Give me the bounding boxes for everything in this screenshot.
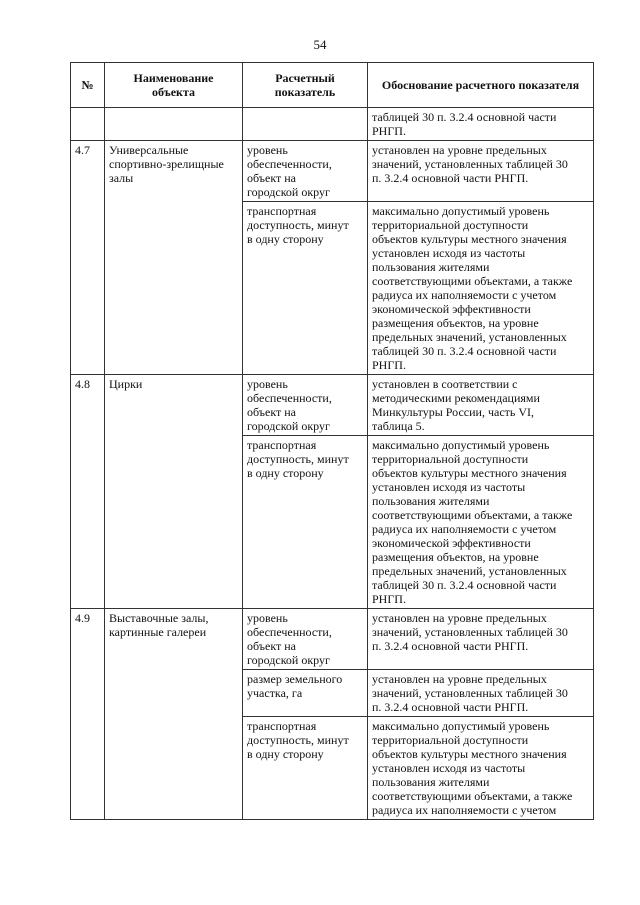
justification: установлен на уровне предельных значений, установленных таблицей 30 п. 3.2.4 основной части РНГП. xyxy=(368,141,594,202)
justification: установлен на уровне предельных значений, установленных таблицей 30 п. 3.2.4 основной части РНГП. xyxy=(368,670,594,717)
continuation-row xyxy=(71,108,594,141)
header-justification: Обоснование расчетного показателя xyxy=(368,63,594,108)
table-row xyxy=(71,609,594,670)
header-object-name: Наименование объекта xyxy=(105,63,243,108)
header-num: № xyxy=(71,63,105,108)
indicator: уровень обеспеченности, объект на городской округ xyxy=(243,375,368,436)
object-name: Цирки xyxy=(105,375,243,609)
justification: максимально допустимый уровень территориальной доступности объектов культуры местного значения установлен исходя из частоты пользования жителями соответствующими объектами, а также радиуса их наполняемости с учетом xyxy=(368,717,594,820)
indicator: уровень обеспеченности, объект на городской округ xyxy=(243,609,368,670)
table-row xyxy=(71,141,594,202)
table-header-row xyxy=(71,63,594,108)
table-row xyxy=(71,375,594,436)
page-number: 54 xyxy=(313,37,327,52)
indicator: уровень обеспеченности, объект на городской округ xyxy=(243,141,368,202)
indicator: транспортная доступность, минут в одну сторону xyxy=(243,717,368,820)
cell-justification: таблицей 30 п. 3.2.4 основной части РНГП. xyxy=(368,108,594,141)
row-number: 4.9 xyxy=(71,609,105,820)
row-number: 4.8 xyxy=(71,375,105,609)
object-name: Универсальные спортивно-зрелищные залы xyxy=(105,141,243,375)
header-indicator: Расчетный показатель xyxy=(243,63,368,108)
justification: максимально допустимый уровень территориальной доступности объектов культуры местного значения установлен исходя из частоты пользования жителями соответствующими объектами, а также радиуса их наполняемости с учетом экономической эффективности размещения объектов, на уровне предельных значений, установленных таблицей 30 п. 3.2.4 основной части РНГП. xyxy=(368,202,594,375)
cell-indicator xyxy=(243,108,368,141)
row-number: 4.7 xyxy=(71,141,105,375)
justification: установлен на уровне предельных значений, установленных таблицей 30 п. 3.2.4 основной части РНГП. xyxy=(368,609,594,670)
cell-num xyxy=(71,108,105,141)
indicator: транспортная доступность, минут в одну сторону xyxy=(243,202,368,375)
indicator: размер земельного участка, га xyxy=(243,670,368,717)
justification: максимально допустимый уровень территориальной доступности объектов культуры местного значения установлен исходя из частоты пользования жителями соответствующими объектами, а также радиуса их наполняемости с учетом экономической эффективности размещения объектов, на уровне предельных значений, установленных таблицей 30 п. 3.2.4 основной части РНГП. xyxy=(368,436,594,609)
indicator: транспортная доступность, минут в одну сторону xyxy=(243,436,368,609)
cell-name xyxy=(105,108,243,141)
object-name: Выставочные залы, картинные галереи xyxy=(105,609,243,820)
standards-table xyxy=(70,62,594,820)
justification: установлен в соответствии с методическими рекомендациями Минкультуры России, часть VI, таблица 5. xyxy=(368,375,594,436)
